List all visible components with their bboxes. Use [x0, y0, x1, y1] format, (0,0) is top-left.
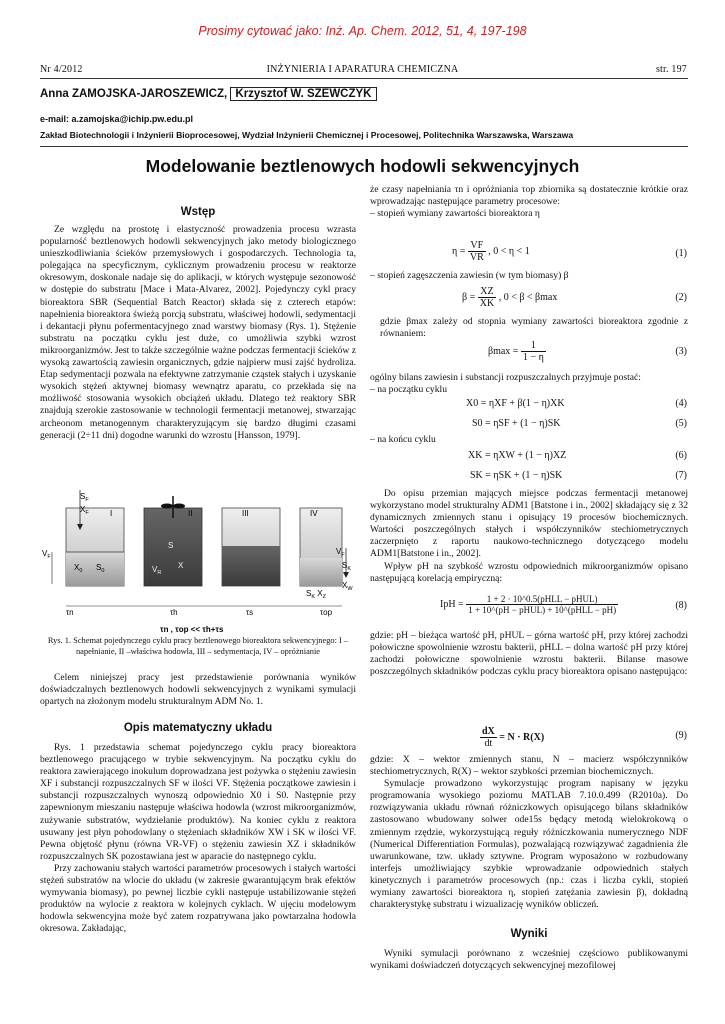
figure-1-caption: Rys. 1. Schemat pojedynczego cyklu pracy beztlenowego bioreaktora sekwencyjnego: I – napełnianie, II –właściwa hodowla, III – sedymentacja, IV – opróżnianie [47, 636, 349, 656]
balance-intro: ogólny bilans zawiesin i substancji rozpuszczalnych przyjmuje postać: [370, 372, 641, 383]
intro-paragraph-2 [40, 672, 356, 708]
author-2: Krzysztof W. SZEWCZYK [230, 87, 376, 101]
journal-name: INŻYNIERIA I APARATURA CHEMICZNA [266, 64, 459, 75]
bullet-eta: – stopień wymiany zawartości bioreaktora η [370, 208, 540, 220]
label-S: S [168, 541, 174, 550]
model-text-1: Rys. 1 przedstawia schemat pojedynczego cyklu pracy bioreaktora beztlenowego pracującego w trybie sekwencyjnym. Na początku cyklu do reaktora zawierającego inokulum doprowadzana jest pożywka o stężeniu zawiesin XF i substancji rozpuszczalnych SF w ilości VF. Stężenia początkowe zawiesin i substancji rozpuszczalnych wynoszą odpowiednio X0 i S0. Następnie przy zapewnionym mieszaniu następuje właściwa hodowla (wzrost mikroorganizmów, zużywanie substratów, wydzielanie produktów). Na koniec cyklu z reaktora usuwany jest płyn pohodowlany o stężeniach składników XW i SK w ilości VF. Pewna objętość płynu (równa VR-VF) o stężeniu zawiesin XZ i składników rozpuszczalnych SK pozostawiana jest w aparacie do następnego cyklu. [40, 742, 356, 862]
affiliation: Zakład Biotechnologii i Inżynierii Bioprocesowej, Wydział Inżynierii Chemicznej i Procesowej, Politechnika Warszawska, Warszawa [40, 130, 574, 140]
label-III: III [242, 509, 249, 518]
label-I: I [110, 509, 113, 518]
equation-4-number: (4) [675, 398, 687, 409]
model-text-2: Przy zachowaniu stałych wartości parametrów procesowych i stałych wartości stężeń substratów na wlocie do układu (w zakresie gwarantującym brak efektów wymywania biomasy), po pewnej liczbie cykli następuje ustabilizowanie stężeń produktów na wylocie z reaktora w kolejnych cyklach. W ujęciu modelowym hodowla sekwencyjna może być zatem rozpatrywana jako powtarzalna hodowla okresowa. Zakładając, [40, 862, 356, 935]
equation-2: β = $\frac{XZ}{XK}$ , 0 < β < βmax [462, 286, 558, 309]
vector-definition: gdzie: X – wektor zmiennych stanu, N – macierz współczynników stechiometrycznych, R(X) – wektor szybkości przemian biochemicznych. [370, 754, 688, 778]
equation-1-number: (1) [675, 248, 687, 259]
label-th: τh [170, 608, 178, 617]
citation-line: Prosimy cytować jako: Inż. Ap. Chem. 2012, 51, 4, 197-198 [198, 24, 527, 38]
ph-intro: Wpływ pH na szybkość wzrostu odpowiednich mikroorganizmów opisano następującą korelacją empiryczną: [370, 560, 688, 584]
right-intro [370, 184, 688, 220]
label-VR: $V_R$ [152, 565, 162, 576]
label-IV: IV [310, 509, 318, 518]
page-number: str. 197 [655, 64, 687, 75]
label-X0: $X_0$ [74, 563, 83, 574]
label-ts: τs [246, 608, 254, 617]
header-rule [40, 78, 688, 79]
adm1-text [370, 488, 688, 585]
label-top: τop [320, 608, 333, 617]
right-text-1: że czasy napełniania τn i opróżniania τop zbiornika są dostatecznie krótkie oraz wprowadzając następujące parametry procesowe: [370, 184, 688, 208]
email: e-mail: a.zamojska@ichip.pw.edu.pl [40, 114, 193, 124]
equation-6-number: (6) [675, 450, 687, 461]
section-model-heading: Opis matematyczny układu [123, 722, 273, 734]
bullet-end: – na końcu cyklu [370, 434, 436, 445]
equation-9: $\frac{dX}{dt}$ = N · R(X) [482, 726, 545, 749]
intro-text-2: Celem niniejszej pracy jest przedstawienie porównania wyników doświadczalnych beztlenowych hodowli sekwencyjnych z wynikami symulacji opartych na złożonym modelu strukturalnym ADM No. 1. [40, 672, 356, 708]
page-title: Modelowanie beztlenowych hodowli sekwencyjnych [145, 156, 580, 176]
label-XF: $X_F$ [80, 505, 89, 516]
label-XZ-SK: $S_K$ $X_Z$ [306, 589, 326, 600]
label-X: X [178, 561, 184, 570]
title-rule [40, 146, 688, 147]
equation-5: S0 = ηSF + (1 − η)SK [472, 418, 561, 429]
label-XW: $X_W$ [342, 581, 353, 592]
issue-number: Nr 4/2012 [40, 64, 83, 75]
label-II: II [188, 509, 193, 518]
equation-3: βmax = $\frac{1}{1 - \eta}$ [488, 340, 544, 363]
beta-max-text: gdzie βmax zależy od stopnia wymiany zawartości bioreaktora zgodnie z równaniem: [380, 316, 688, 340]
label-S0: $S_0$ [96, 563, 105, 574]
author-1: Anna ZAMOJSKA-JAROSZEWICZ, [40, 88, 228, 100]
results-text [370, 948, 688, 972]
equation-4: X0 = ηXF + β(1 − η)XK [466, 398, 565, 409]
model-text [40, 742, 356, 936]
equation-7: SK = ηSK + (1 − η)SK [470, 470, 563, 481]
vessel-III-sediment [222, 546, 280, 586]
bullet-beta: – stopień zagęszczenia zawiesin (w tym biomasy) β [370, 270, 569, 281]
stirrer-icon [161, 504, 173, 509]
simulation-paragraph: Symulacje prowadzono wykorzystując program napisany w języku programowania wysokiego poziomu MATLAB 7.10.0.499 (R2010a). Do rozwiązywania układu równań różniczkowych opisującego bilans składników zastosowano wbudowany solwer ode15s będący metodą wielokrokową o zmiennym rzędzie, wykorzystującą reguły różniczkowania numerycznego NDF (Numerical Differentiation Formulas), pozwalającą rozwiązywać zagadnienia źle uwarunkowane, tzw. układy sztywne. Program wyposażono w rozbudowany interfejs umożliwiający szybkie wprowadzanie odpowiednich stałych kinetycznych i parametrów procesowych (np.: czas i liczba cykli, stopień wymiany zawartości bioreaktora η, stopień zatężania zawiesin β), dokładną charakterystykę substratu i wizualizację wyników obliczeń. [370, 778, 688, 911]
adm1-paragraph: Do opisu przemian mających miejsce podczas fermentacji metanowej wykorzystano model strukturalny ADM1 [Batstone i in., 2002] składający się z 32 dynamicznych zmiennych stanu i opisujący 19 procesów biochemicznych. Wartości poszczególnych stałych i współczynników stechiometrycznych zaczerpnięto z raportu naukowo-technicznego dotyczącego modelu ADM1[Batstone i in., 2002]. [370, 488, 688, 560]
label-SF: $S_F$ [80, 492, 89, 503]
equation-2-number: (2) [675, 292, 687, 303]
equation-1: η = $\frac{VF}{VR}$ , 0 < η < 1 [452, 240, 530, 263]
figure-relation: τn , τop << τh+τs [160, 625, 224, 634]
equation-8: IpH = $\frac{\text{1 + 2 · 10\textasciicircum{}0.5(pHLL − pHUL)}}{\text{1 + 10\textasciicircum{}(pH − pHUL) + 10\textasciicircum{}(pHLL − pH)}}$ [440, 594, 617, 615]
balance-text [370, 372, 688, 396]
figure-1-diagram [40, 488, 356, 638]
intro-text-1: Ze względu na prostotę i elastyczność prowadzenia procesu wzrasta popularność beztlenowych hodowli sekwencyjnych jako metody biologicznego unieszkodliwiania ścieków przemysłowych i gospodarczych. Technologia ta, polegająca na specyficznym, cyklicznym prowadzeniu procesu w reaktorze okresowym, doskonale nadaje się do aplikacji, w których występuje sezonowość w dostępie do substratu [Mace i Mata-Alvarez, 2002]. Pojedynczy cykl pracy bioreaktora SBR (Sequential Batch Reactor) składa się z czterech etapów: napełnienia bioreaktora świeżą porcją substratu, właściwej hodowli, sedymentacji i dekantacji płynu pofermentacyjnego znad warstwy biomasy (Rys. 1). Stężenie substratu na początku cyklu jest duże, co umożliwia szybki wzrost mikroorganizmów. Jest to także szczególnie ważne podczas fermentacji ścieków z wysoką zawartością zawiesin organicznych, gdzie najpierw musi zajść hydroliza. Etap sedymentacji pozwala na efektywne zatrzymanie cząstek stałych i uzyskanie wysokich stężeń aktywnej biomasy wewnątrz aparatu, co przekłada się na możliwość stosowania wysokich obciążeń układu. Dlatego też reaktory SBR znajdują szerokie zastosowanie w technologii fermentacji metanowej, stwarzając archeonom metanogennym charakteryzującym się bardzo długimi czasami generacji (2÷11 dni) dogodne warunki do wzrostu [Hansson, 1979]. [40, 224, 356, 441]
equation-3-number: (3) [675, 346, 687, 357]
label-tn: τn [66, 608, 74, 617]
label-SK: $S_K$ [342, 561, 352, 572]
label-VF-right: $V_F$ [336, 547, 345, 558]
section-intro-heading: Wstęp [180, 206, 216, 218]
authors-line [40, 88, 377, 100]
label-VF-left: $V_F$ [42, 549, 51, 560]
equation-6: XK = ηXW + (1 − η)XZ [468, 450, 567, 461]
equation-8-number: (8) [675, 600, 687, 611]
bullet-start: – na początku cyklu [370, 384, 447, 396]
intro-paragraph-1 [40, 224, 356, 442]
results-paragraph: Wyniki symulacji porównano z wcześniej częściowo publikowanymi wynikami doświadczeń dotyczących sekwencyjnej mezofilowej [370, 948, 688, 972]
simulation-text [370, 754, 688, 911]
section-results-heading: Wyniki [510, 928, 548, 940]
equation-7-number: (7) [675, 470, 687, 481]
vessel-IV-liquid [300, 558, 342, 586]
ph-definition: gdzie: pH – bieżąca wartość pH, pHUL – górna wartość pH, przy której zachodzi połowiczne spowolnienie wzrostu bakterii, pHLL – dolna wartość pH przy której zachodzi połowiczne spowolnienie wzrostu bakterii. Bilanse masowe poszczególnych składników podczas cyklu pracy bioreaktora opisano następująco: [370, 630, 688, 678]
equation-5-number: (5) [675, 418, 687, 429]
equation-9-number: (9) [675, 730, 687, 741]
